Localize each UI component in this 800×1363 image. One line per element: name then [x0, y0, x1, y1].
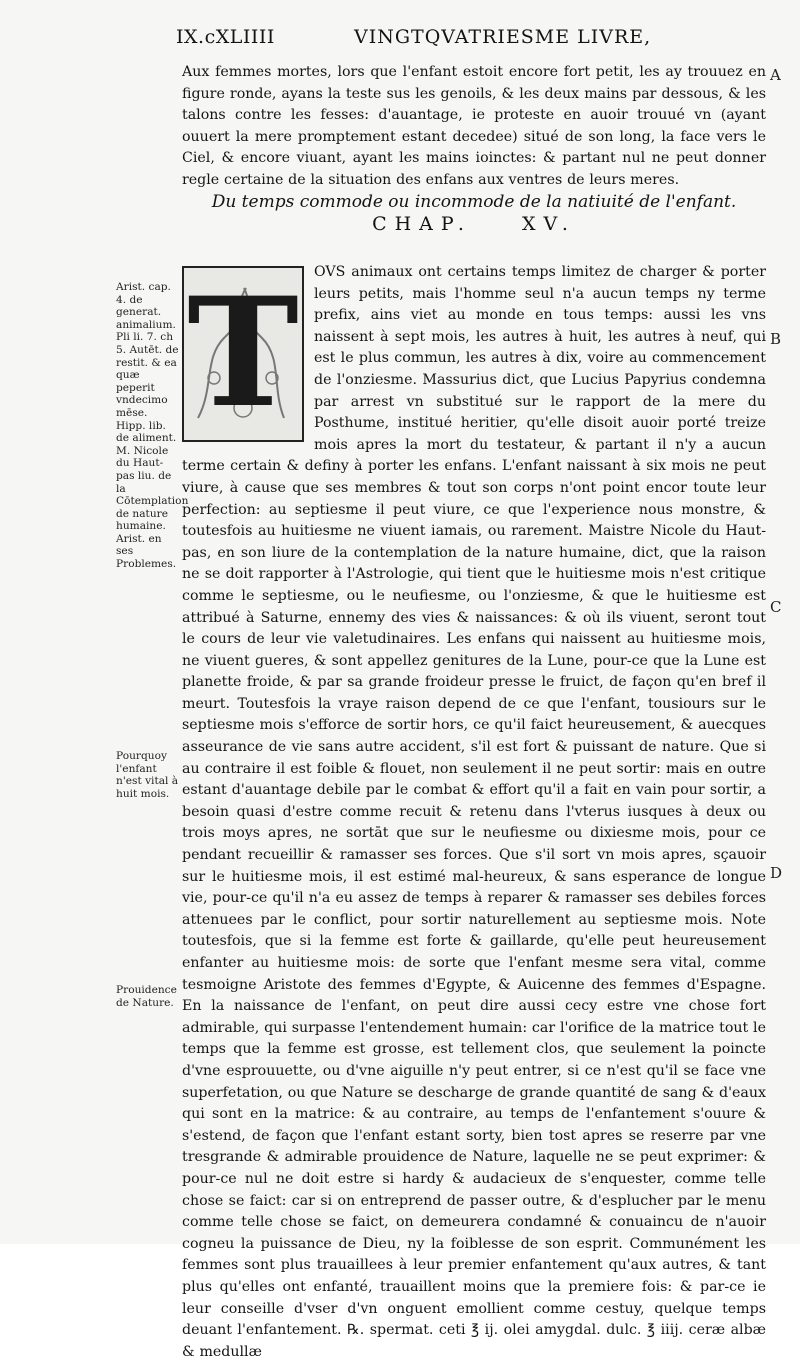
page-header [176, 26, 766, 56]
chapter-label: CHAP. [372, 213, 472, 235]
recipe-text: ℞. spermat. ceti ℥ ij. olei amygdal. dulc. ℥ iiij. ceræ albæ & medullæ [182, 1322, 767, 1360]
line-marker-d: D [770, 864, 783, 882]
running-head: VINGTQVATRIESME LIVRE, [354, 26, 652, 48]
line-marker-b: B [770, 330, 782, 348]
folio-number: IX.cXLIIII [176, 26, 275, 48]
section-title: Du temps commode ou incommode de la natiuité de l'enfant. [211, 192, 737, 212]
intro-paragraph: Aux femmes mortes, lors que l'enfant estoit encore fort petit, les ay trouuez en figure ronde, ayans la teste sus les genoils, & les deux mains par dessous, & les talons contre les fesses: d'auantage, ie proteste en auoir trouué vn (ayant ouuert la mere promptement estant decedee) situé de son long, la face vers le Ciel, & encore viuant, ayant les mains ioinctes: & partant nul ne peut donner regle certaine de la situation des enfans aux ventres de leurs meres. [182, 64, 766, 188]
margin-note-providence: Prouidence de Nature. [116, 984, 177, 1009]
line-marker-a: A [770, 66, 781, 84]
chapter-heading [182, 213, 766, 235]
decorated-initial [182, 266, 304, 442]
line-marker-c: C [770, 598, 782, 616]
margin-note-sources: Arist. cap. 4. de generat. animalium. Pli li. 7. ch 5. Autēt. de restit. & ea quæ peperit vndecimo mēse. Hipp. lib. de aliment. M. Nicole du Haut-pas liu. de la Cōtemplation de nature humaine. Arist. en ses Problemes. [116, 281, 189, 571]
chapter-body [182, 262, 766, 1363]
chapter-text: OVS animaux ont certains temps limitez de charger & porter leurs petits, mais l'homme seul n'a aucun temps ny terme prefix, ains viet au monde en tous temps: aussi les vns naissent à sept mois, les autres à huit, les autres à neuf, qui est le plus commun, les autres à dix, voire au commencement de l'onziesme. Massurius dict, que Lucius Papyrius condemna par arrest vn substitué sur le rapport de la mere du Posthume, institué heritier, qu'elle disoit auoir porté treize mois apres la mort du testateur, & partant il n'y a aucun terme certain & definy à porter les enfans. L'enfant naissant à six mois ne peut viure, à cause que ses membres & tout son corps n'ont point encor toute leur perfection: au septiesme il peut viure, ce que l'experience nous monstre, & toutesfois au huitiesme ne viuent iamais, ou rarement. Maistre Nicole du Haut-pas, en son liure de la contemplation de la nature humaine, dict, que la raison ne se doit rapporter à l'Astrologie, qui tient que le huitiesme mois n'est critique comme le septiesme, ou le neufiesme, ou l'onziesme, & que le huitiesme est attribué à Saturne, ennemy des vies & naissances: & où ils viuent, seront tout le cours de leur vie valetudinaires. Les enfans qui naissent au huitiesme mois, ne viuent gueres, & sont appellez genitures de la Lune, pour-ce que la Lune est planette froide, & par sa grande froideur presse le fruict, de façon qu'en bref il meurt. Toutesfois la vraye raison depend de ce que l'enfant, tousiours sur le septiesme mois s'efforce de sortir hors, ce qu'il faict heureusement, & auecques asseurance de vie sans autre accident, s'il est fort & puissant de nature. Que si au contraire il est foible & flouet, non seulement il ne peut sortir: mais en outre estant d'auantage debile par le combat & effort qu'il a fait en vain pour sortir, a besoin quasi d'estre comme recuit & retenu dans l'vterus iusques à deux ou trois moys apres, ne sortāt que sur le neufiesme ou dixiesme mois, pour ce pendant recueillir & ramasser ses forces. Que s'il sort vn mois apres, sçauoir sur le huitiesme mois, il est estimé mal-heureux, & sans esperance de longue vie, pour-ce qu'il n'a eu assez de temps à reparer & ramasser ses debiles forces attenuees par le conflict, pour sortir naturellement au septiesme mois. Note toutesfois, que si la femme est forte & gaillarde, qu'elle peut heureusement enfanter au huitiesme mois: de sorte que l'enfant mesme sera vital, comme tesmoigne Aristote des femmes d'Egypte, & Auicenne des femmes d'Espagne. En la naissance de l'enfant, on peut dire aussi cecy estre vne chose fort admirable, qui surpasse l'entendement humain: car l'orifice de la matrice tout le temps que la femme est grosse, est tellement clos, que seulement la poincte d'vne esprouuette, ou d'vne aiguille n'y peut entrer, si ce n'est qu'il se face vne superfetation, ou que Nature se descharge de grande quantité de sang & d'eaux qui sont en la matrice: & au contraire, au temps de l'enfantement s'ouure & s'estend, de façon que l'enfant estant sorty, bien tost apres se reserre par vne tresgrande & admirable prouidence de Nature, laquelle ne se peut exprimer: & pour-ce nul ne doit estre si hardy & audacieux de s'enquester, comme telle chose se faict: car si on entreprend de passer outre, & d'esplucher par le menu comme telle chose se faict, on demeurera condamné & conuaincu de n'auoir cogneu la puissance de Dieu, ny la foiblesse de son esprit. Communément les femmes sont plus trauaillees à leur premier enfantement qu'aux autres, & tant plus qu'elles ont enfanté, trauaillent moins que la premiere fois: & par-ce ie leur conseille d'vser d'vn onguent emollient comme cestuy, quelque temps deuant l'enfantement. [182, 264, 766, 1339]
initial-letter: T [187, 265, 299, 441]
chapter-number: XV. [521, 213, 576, 235]
margin-note-eighth-month: Pourquoy l'enfant n'est vital à huit mois. [116, 750, 179, 800]
